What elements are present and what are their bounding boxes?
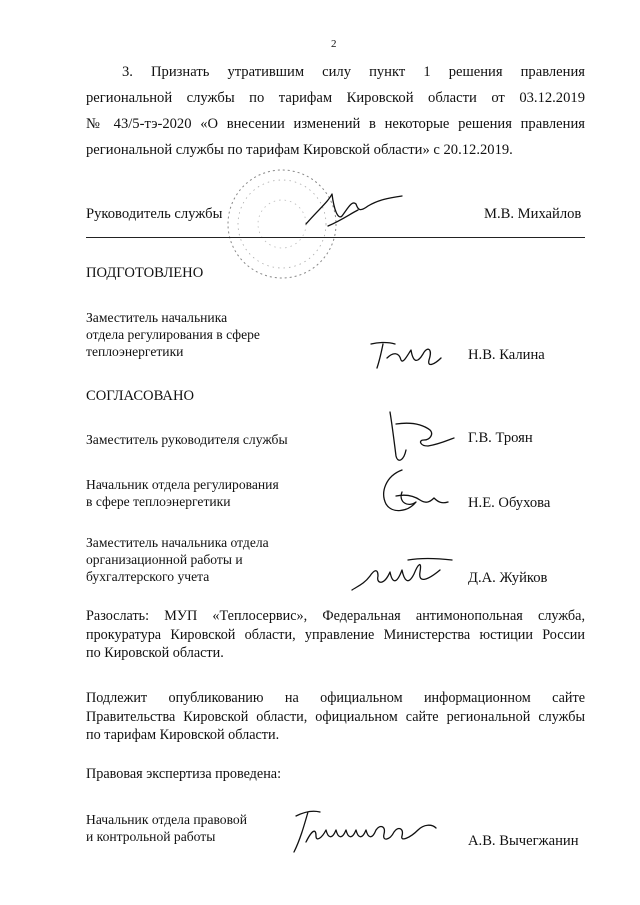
distribution-line: прокуратура Кировской области, управление Министерства юстиции России [86,626,585,643]
prepared-name: Н.В. Калина [468,347,545,363]
paragraph-3 [86,59,585,163]
position-line: Начальник отдела правовой [86,812,248,827]
head-title: Руководитель службы [86,206,223,222]
paragraph-3-line: № 43/5-тэ-2020 «О внесении изменений в некоторые решения правления [86,116,585,132]
legal-review-position [86,811,247,845]
position-line: и контрольной работы [86,829,216,844]
agreed-signature-3 [348,550,458,600]
agreed-position [86,431,288,448]
position-line: теплоэнергетики [86,344,184,359]
agreed-position [86,476,279,510]
agreed-name-3: Д.А. Жуйков [468,570,548,586]
legal-review-name: А.В. Вычегжанин [468,833,579,849]
paragraph-3-line: региональной службы по тарифам Кировской области» с 20.12.2019. [86,142,513,158]
distribution-line: Разослать: МУП «Теплосервис», Федеральная антимонопольная служба, [86,608,585,624]
prepared-signature [365,334,445,374]
position-line: Заместитель начальника отдела [86,535,269,550]
agreed-name-1: Г.В. Троян [468,430,533,446]
publication [86,689,585,745]
position-line: отдела регулирования в сфере [86,327,260,342]
prepared-position [86,309,260,360]
position-line: организационной работы и [86,552,243,567]
publication-line: Правительства Кировской области, официальном сайте региональной службы [86,708,585,725]
paragraph-3-line: 3. Признать утратившим силу пункт 1 решения правления [122,64,585,80]
position-line: бухгалтерского учета [86,569,210,584]
agreed-signature-2 [372,462,452,522]
agreed-name-2: Н.Е. Обухова [468,495,551,511]
distribution [86,607,585,663]
publication-line: по тарифам Кировской области. [86,727,280,743]
paragraph-3-line: региональной службы по тарифам Кировской области от 03.12.2019 [86,90,585,106]
legal-review-signature [286,802,446,862]
divider-line [86,237,585,238]
publication-line: Подлежит опубликованию на официальном информационном сайте [86,690,585,706]
page-number: 2 [331,38,337,50]
agreed-position [86,534,269,585]
agreed-heading: СОГЛАСОВАНО [86,388,195,404]
head-signature [298,180,418,240]
position-line: Заместитель начальника [86,310,228,325]
legal-review-text: Правовая экспертиза проведена: [86,766,282,782]
head-name: М.В. Михайлов [484,206,582,222]
distribution-line: по Кировской области. [86,645,224,661]
position-line: Начальник отдела регулирования [86,477,279,492]
position-line: в сфере теплоэнергетики [86,494,231,509]
position-line: Заместитель руководителя службы [86,432,288,447]
prepared-heading: ПОДГОТОВЛЕНО [86,265,204,281]
